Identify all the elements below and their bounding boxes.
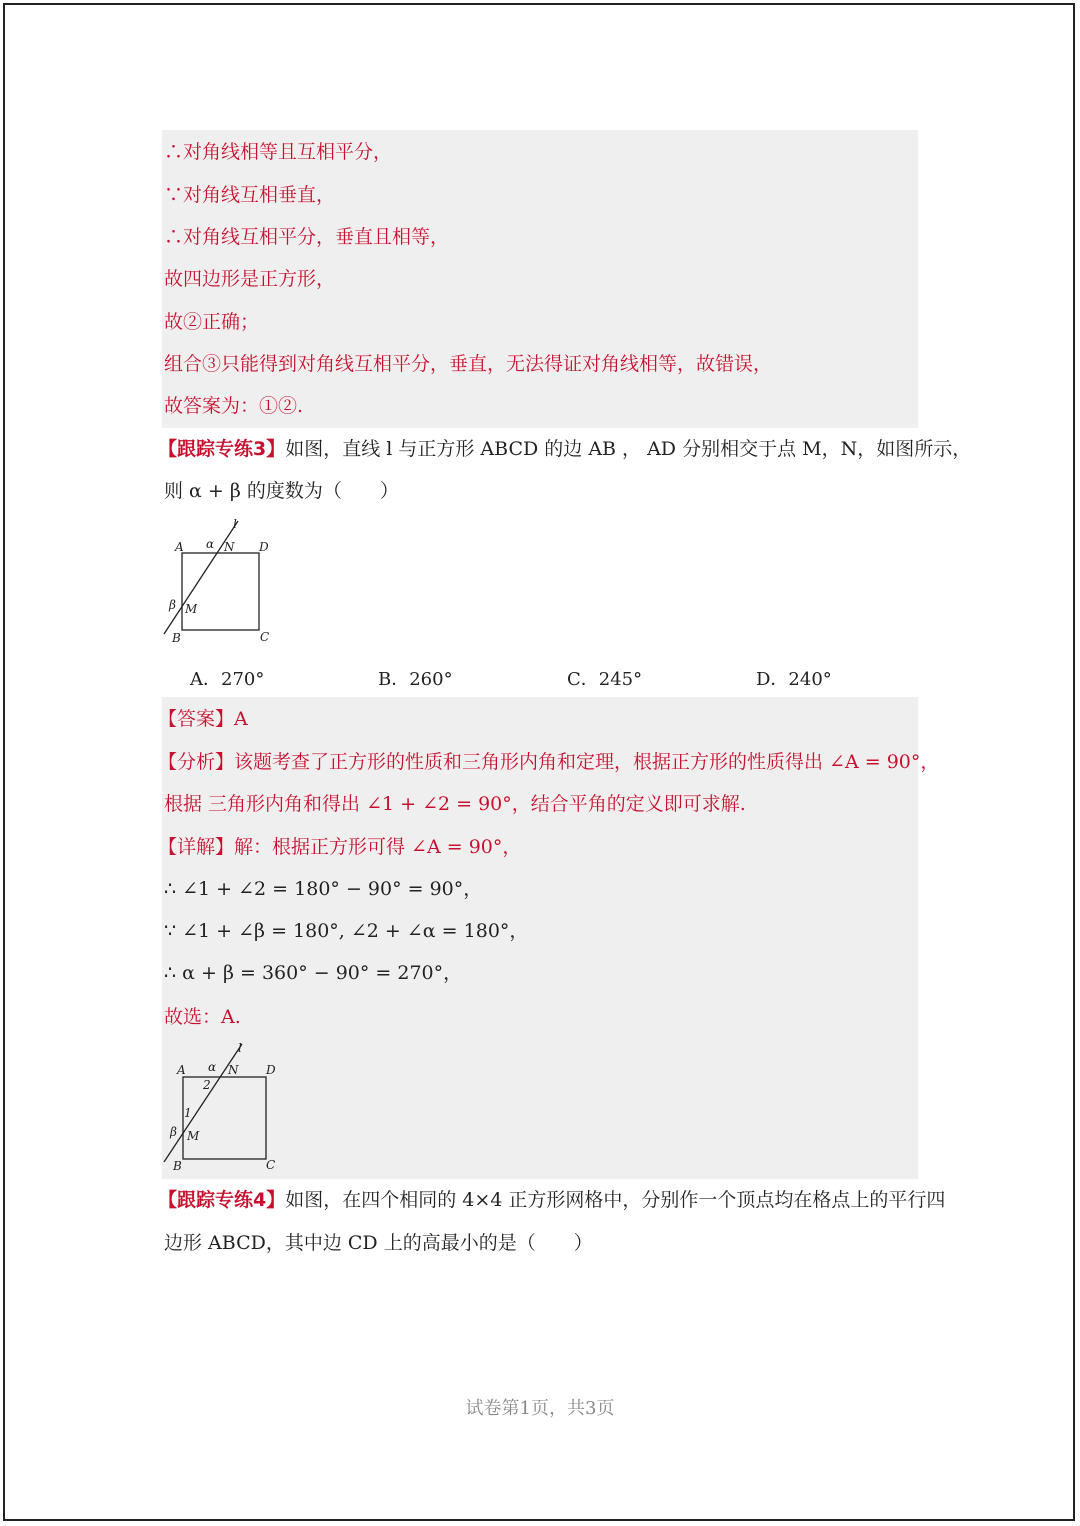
question-3-text-1: 如图，直线 l 与正方形 ABCD 的边 AB ， AD 分别相交于点 M，N，如图所示，: [285, 438, 972, 460]
analysis-line-1: [158, 750, 939, 774]
detail-line-1: [158, 835, 521, 859]
label-m: M: [185, 602, 198, 616]
label-b: B: [172, 631, 181, 645]
label2-a: A: [177, 1063, 186, 1077]
answer-tag: 【答案】: [158, 708, 235, 730]
detail-tag: 【详解】: [158, 836, 235, 858]
solution-line-5: 故②正确；: [164, 311, 260, 333]
label2-l: l: [238, 1041, 242, 1055]
label2-n: N: [228, 1063, 239, 1077]
label-beta: β: [169, 598, 176, 612]
option-d: D．240°: [756, 669, 832, 690]
label2-b: B: [173, 1159, 182, 1173]
equation-3: ∴ α + β = 360° − 90° = 270°，: [164, 962, 463, 984]
solution-line-2: ∵对角线互相垂直，: [164, 184, 336, 206]
label-c: C: [260, 630, 270, 644]
label2-one: 1: [184, 1106, 192, 1120]
answer-line: [158, 707, 248, 731]
solution-line-6: 组合③只能得到对角线互相平分，垂直，无法得证对角线相等，故错误，: [164, 353, 773, 375]
option-a: A．270°: [190, 669, 265, 690]
question-3-text-2: 则 α + β 的度数为（ ）: [164, 480, 399, 502]
solution-line-3: ∴对角线互相平分，垂直且相等，: [164, 226, 450, 248]
solution-line-1: ∴对角线相等且互相平分，: [164, 141, 393, 163]
label-a: A: [175, 540, 184, 554]
label2-alpha: α: [208, 1060, 217, 1074]
detail-text-1: 解：根据正方形可得 ∠A = 90°，: [234, 836, 522, 858]
solution-line-7: 故答案为：①②.: [164, 395, 304, 417]
equation-1: ∴ ∠1 + ∠2 = 180° − 90° = 90°，: [164, 878, 483, 900]
question-3-line-1: [158, 437, 971, 461]
square-figure-q3: [160, 515, 290, 650]
final-choice: 故选：A.: [164, 1006, 241, 1028]
question-4-line-1: [158, 1188, 945, 1212]
label-l: l: [233, 517, 237, 531]
option-b: B．260°: [378, 669, 453, 690]
label2-beta: β: [170, 1125, 177, 1139]
label2-two: 2: [203, 1078, 211, 1092]
analysis-tag: 【分析】: [158, 751, 235, 773]
square-figure-answer: [160, 1038, 290, 1176]
question-4-tag: 【跟踪专练4】: [158, 1189, 286, 1211]
solution-line-4: 故四边形是正方形，: [164, 268, 336, 290]
label2-c: C: [266, 1158, 276, 1172]
page-footer: 试卷第1页，共3页: [465, 1398, 615, 1419]
question-3-tag: 【跟踪专练3】: [158, 438, 286, 460]
label2-d: D: [266, 1063, 276, 1077]
label2-m: M: [187, 1129, 200, 1143]
label-d: D: [259, 540, 269, 554]
question-4-text-2: 边形 ABCD，其中边 CD 上的高最小的是（ ）: [164, 1232, 593, 1254]
analysis-line-2: 根据 三角形内角和得出 ∠1 + ∠2 = 90°，结合平角的定义即可求解.: [164, 793, 746, 815]
label-n: N: [224, 540, 235, 554]
label-alpha: α: [206, 537, 215, 551]
option-c: C．245°: [567, 669, 643, 690]
question-4-text-1: 如图，在四个相同的 4×4 正方形网格中，分别作一个顶点均在格点上的平行四: [285, 1189, 946, 1211]
analysis-text-1: 该题考查了正方形的性质和三角形内角和定理，根据正方形的性质得出 ∠A = 90°，: [234, 751, 940, 773]
answer-value: A: [234, 708, 248, 730]
equation-2: ∵ ∠1 + ∠β = 180°, ∠2 + ∠α = 180°，: [164, 920, 529, 942]
